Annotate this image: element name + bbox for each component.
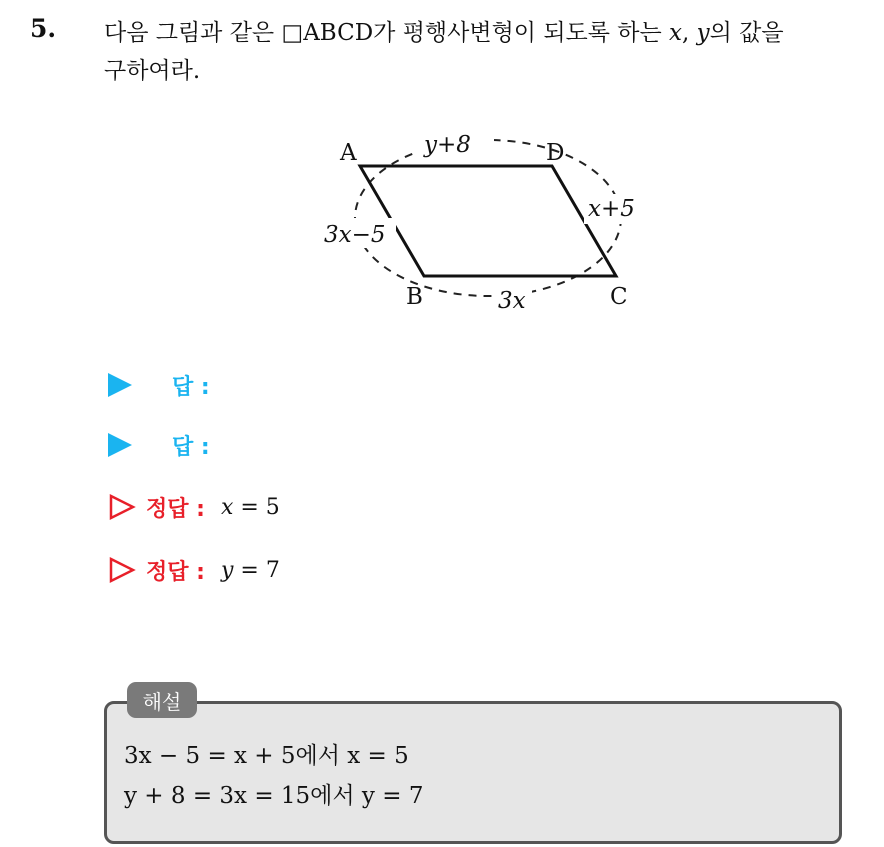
vertex-a-label: A <box>340 140 357 166</box>
var-y: y <box>696 20 710 46</box>
correct-row-1 <box>108 490 280 524</box>
question-text-line2: 구하여라. <box>104 58 201 84</box>
play-triangle-icon <box>108 373 132 397</box>
correct-row-2 <box>108 553 280 587</box>
side-dc-label: x+5 <box>588 196 635 222</box>
correct-value: x = 5 <box>220 494 280 520</box>
correct-label: 정답 : <box>146 496 205 522</box>
var-x: x <box>669 20 683 46</box>
explanation-line-2: y + 8 = 3x = 15에서 y = 7 <box>124 783 424 809</box>
correct-label: 정답 : <box>146 559 205 585</box>
side-ad-label: y+8 <box>424 132 471 158</box>
correct-value: y = 7 <box>220 557 280 583</box>
answer-row-2 <box>108 428 210 462</box>
explanation-line-1: 3x − 5 = x + 5에서 x = 5 <box>124 743 409 769</box>
vertex-c-label: C <box>610 284 628 310</box>
parallelogram-shape <box>360 166 616 276</box>
side-bc-label: 3x <box>498 288 526 314</box>
answer-label: 답 : <box>172 374 210 400</box>
comma: , <box>682 20 697 46</box>
question-number: 5. <box>30 14 57 43</box>
outline-triangle-icon <box>108 493 136 521</box>
question-text-part2: 의 값을 <box>709 20 784 46</box>
answer-row-1 <box>108 368 210 402</box>
play-triangle-icon <box>108 433 132 457</box>
vertex-d-label: D <box>546 140 565 166</box>
parallelogram-figure <box>300 118 660 318</box>
explanation-tab: 해설 <box>127 682 197 718</box>
question-text <box>104 14 874 90</box>
question-text-part1: 다음 그림과 같은 □ABCD가 평행사변형이 되도록 하는 <box>104 20 670 46</box>
outline-triangle-icon <box>108 556 136 584</box>
side-ab-label: 3x−5 <box>324 222 386 248</box>
answer-label: 답 : <box>172 434 210 460</box>
explanation-box <box>104 701 842 844</box>
vertex-b-label: B <box>406 284 423 310</box>
